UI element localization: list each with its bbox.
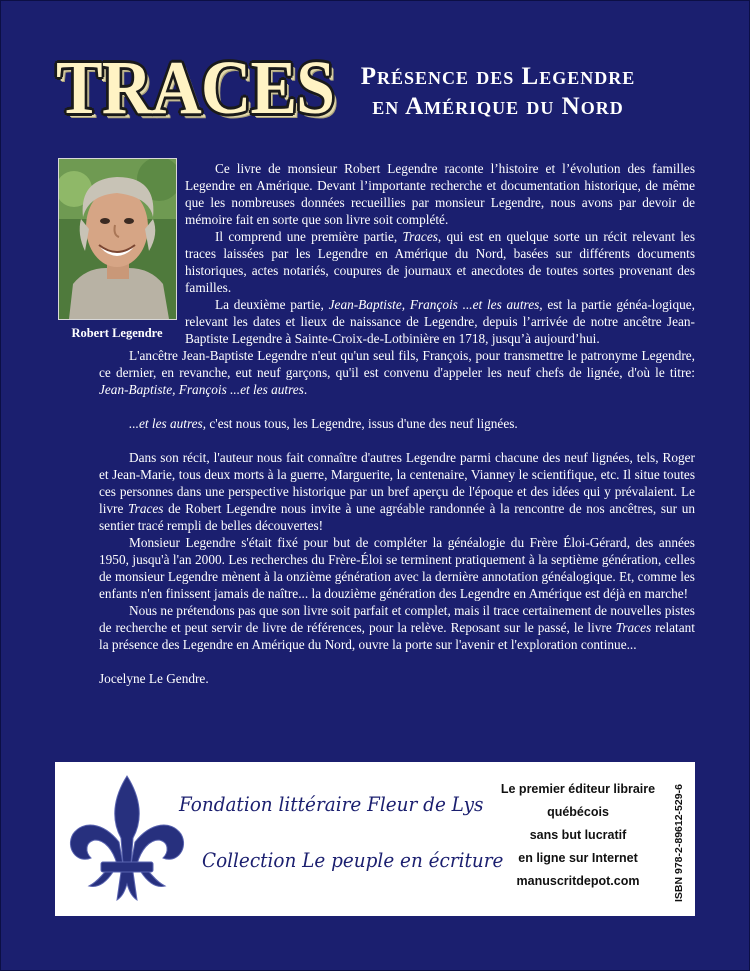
paragraph-8-text-b: relatant la présence des Legendre en Amérique du Nord, ouvre la porte sur l'avenir et l'exploration continue... [99, 620, 695, 652]
paragraph-3 [185, 296, 695, 347]
publisher-footer [55, 762, 695, 916]
paragraph-2-italic: Traces [402, 229, 438, 244]
publisher-info [495, 778, 661, 893]
foundation-name: Fondation littéraire Fleur de Lys [179, 792, 484, 816]
paragraph-4-text-b: . [303, 382, 308, 397]
book-subtitle [288, 62, 708, 122]
info-line-2: québécois [547, 805, 609, 819]
paragraph-8-text-a: Nous ne prétendons pas que son livre soit parfait et complet, mais il trace certainement de nouvelles pistes de recherche et peut servir de livre de références, pour la relève. Reposant sur le passé, le livre [99, 603, 695, 635]
paragraph-6 [99, 449, 695, 534]
traces-logo: TRACES [56, 46, 335, 130]
paragraph-3-text-b: est la partie généa-logique, relevant les dates et lieux de naissance de Legendre, depuis l’arrivée de notre ancêtre Jean-Baptiste Legendre à Sainte-Croix-de-Lotbinière en 1718, jusqu’à aujourd’hui. [185, 297, 695, 346]
paragraph-5 [99, 415, 695, 432]
collection-name: Collection Le peuple en écriture [202, 848, 504, 872]
publisher-website[interactable]: manuscritdepot.com [516, 874, 640, 888]
info-line-3: sans but lucratif [529, 828, 627, 842]
paragraph-3-italic: Jean-Baptiste, François ...et les autres, [328, 297, 543, 312]
paragraph-1: Ce livre de monsieur Robert Legendre raconte l’histoire et l’évolution des familles Legendre en Amérique. Devant l’importante recherche et documentation historique, de même que les nombreuses données recueillies par monsieur Legendre, nous avons par devoir de mémoire fait en sorte que son livre soit complété. [185, 161, 695, 227]
subtitle-line-2: en Amérique du Nord [372, 93, 624, 120]
author-caption: Robert Legendre [71, 326, 163, 340]
paragraph-4-text-a: L'ancêtre Jean-Baptiste Legendre n'eut qu'un seul fils, François, pour transmettre le patronyme Legendre, ce dernier, en revanche, eut neuf garçons, qu'il est convenu d'appeler les neuf chefs de lignée, d'où le titre: [99, 348, 695, 380]
info-line-1: Le premier éditeur libraire [500, 782, 656, 796]
paragraph-5-text: , c'est nous tous, les Legendre, issus d'une des neuf lignées. [202, 416, 518, 431]
back-cover-text [99, 160, 695, 687]
paragraph-8 [99, 602, 695, 653]
paragraph-8-italic: Traces [615, 620, 652, 635]
subtitle-line-1: Présence des Legendre [360, 63, 636, 90]
paragraph-6-text-a: Dans son récit, l'auteur nous fait connaître d'autres Legendre parmi chacune des neuf lignées, tels, Roger et Jean-Marie, tous deux morts à la guerre, Marguerite, la centenaire, Vianney le scientifique, etc. Il situe toutes ces personnes dans une perspective historique par un bref aperçu de l'époque et des idées qui y prévalaient. Le livre [99, 450, 695, 516]
paragraph-5-italic: ...et les autres [129, 416, 203, 431]
signature: Jocelyne Le Gendre. [99, 671, 209, 686]
info-line-4: en ligne sur Internet [518, 851, 638, 865]
paragraph-2 [185, 228, 695, 296]
paragraph-6-text-b: de Robert Legendre nous invite à une agréable randonnée à la rencontre de nos ancêtres, sur un sentier tracé rempli de belles découvertes! [99, 501, 695, 533]
paragraph-4-italic: Jean-Baptiste, François ...et les autres [99, 382, 304, 397]
paragraph-7: Monsieur Legendre s'était fixé pour but de compléter la généalogie du Frère Éloi-Gérard, des années 1950, jusqu'à l'an 2000. Les recherches du Frère-Éloi se terminent pratiquement à la septième génération, celles de monsieur Legendre mènent à la onzième génération avec la dernière annotation généalogique. Et, comme les enfants n'en finissent jamais de naître... la douzième génération des Legendre en Amérique est déjà en marche! [99, 535, 695, 601]
isbn-number: ISBN 978-2-89612-529-6 [673, 784, 685, 902]
paragraph-4 [99, 347, 695, 398]
fleur-de-lys-icon [67, 772, 187, 907]
paragraph-6-italic: Traces [128, 501, 164, 516]
paragraph-2-text-a: Il comprend une première partie, [215, 229, 403, 244]
paragraph-2-text-b: , qui est en quelque sorte un récit relevant les traces laissées par les Legendre en Amérique du Nord, basées sur différents documents historiques, actes notariés, coupures de journaux et anecdotes de toutes sortes provenant des familles. [185, 229, 696, 295]
paragraph-3-text-a: La deuxième partie, [215, 297, 329, 312]
